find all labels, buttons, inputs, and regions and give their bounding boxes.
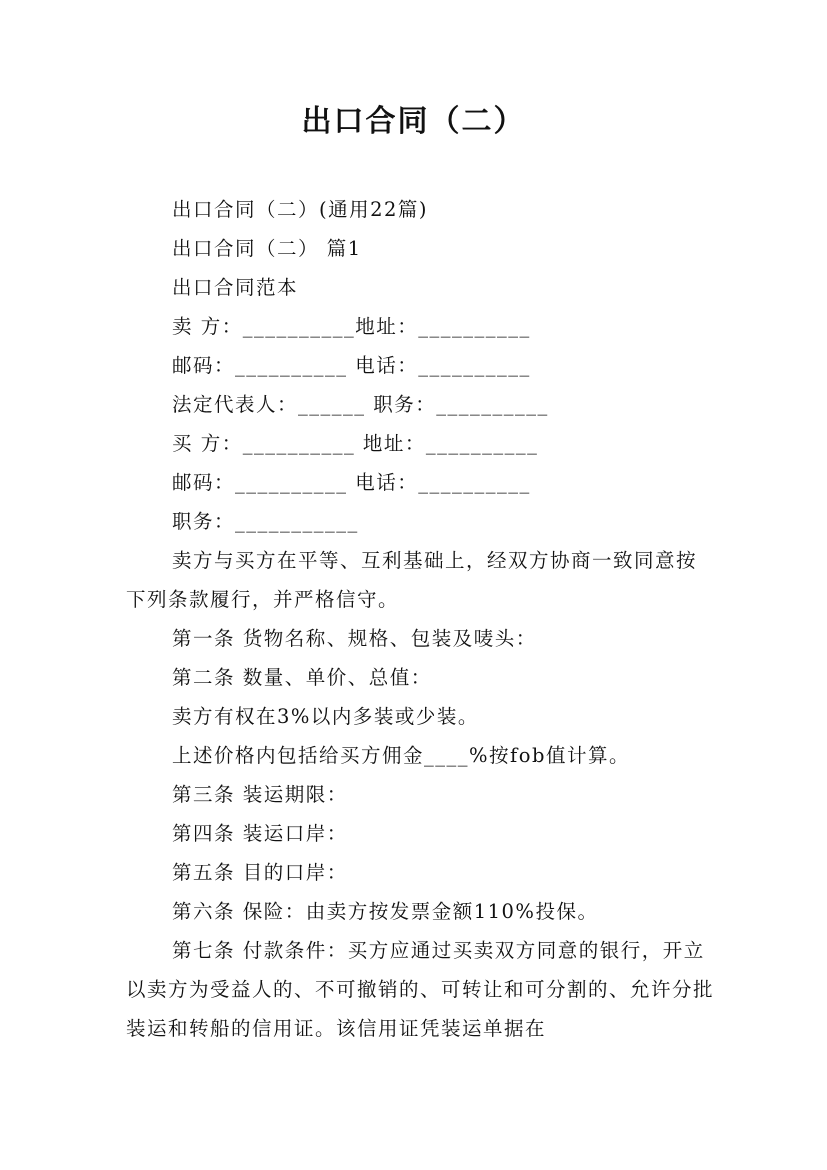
document-title: 出口合同（二） bbox=[301, 104, 526, 139]
buyer-name-line: 买 方：__________ 地址：__________ bbox=[172, 432, 539, 455]
clause-7: 第七条 付款条件：买方应通过买卖双方同意的银行，开立以卖方为受益人的、不可撤销的、可转让和可分割的、允许分批装运和转船的信用证。该信用证凭装运单据在 bbox=[126, 939, 715, 1040]
body-line: 出口合同（二）(通用22篇) bbox=[172, 198, 429, 221]
body-line: 出口合同范本 bbox=[172, 276, 299, 299]
clause-2: 第二条 数量、单价、总值： bbox=[172, 666, 432, 689]
clause-1: 第一条 货物名称、规格、包装及唛头： bbox=[172, 627, 537, 650]
seller-postcode-line: 邮码：__________ 电话：__________ bbox=[172, 354, 531, 377]
body-paragraph: 卖方有权在3%以内多装或少装。 bbox=[172, 705, 479, 728]
clause-4: 第四条 装运口岸： bbox=[172, 822, 348, 845]
body-paragraph: 卖方与买方在平等、互利基础上，经双方协商一致同意按下列条款履行，并严格信守。 bbox=[126, 549, 698, 611]
clause-6: 第六条 保险：由卖方按发票金额110%投保。 bbox=[172, 900, 599, 923]
clause-5: 第五条 目的口岸： bbox=[172, 861, 348, 884]
buyer-postcode-line: 邮码：__________ 电话：__________ bbox=[172, 471, 531, 494]
document-body bbox=[126, 190, 716, 1048]
clause-3: 第三条 装运期限： bbox=[172, 783, 348, 806]
buyer-position-line: 职务：___________ bbox=[172, 510, 359, 533]
body-line: 出口合同（二） 篇1 bbox=[172, 237, 362, 260]
seller-name-line: 卖 方：__________地址：__________ bbox=[172, 315, 531, 338]
body-paragraph: 上述价格内包括给买方佣金____%按fob值计算。 bbox=[172, 744, 630, 767]
legal-rep-line: 法定代表人：______ 职务：__________ bbox=[172, 393, 549, 416]
